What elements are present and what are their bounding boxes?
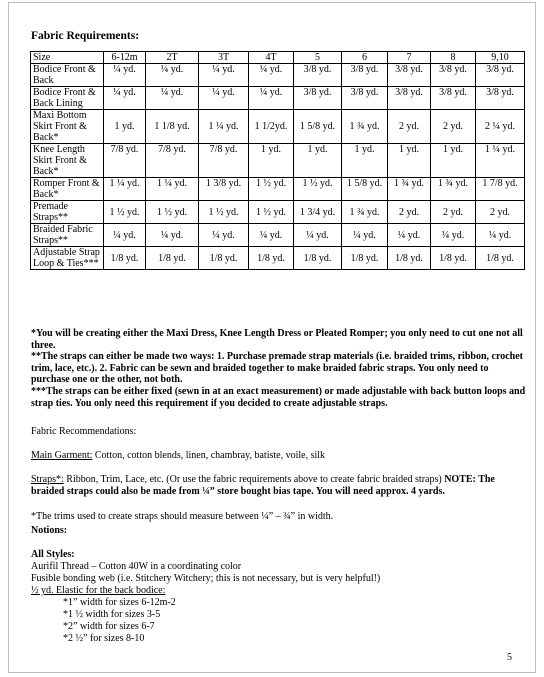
table-header-row xyxy=(31,52,525,64)
straps-line xyxy=(31,474,526,498)
table-cell: ¼ yd. xyxy=(294,224,342,247)
straps-label: Straps*: xyxy=(31,474,64,485)
row-label: Bodice Front & Back xyxy=(31,64,104,87)
table-cell: ¼ yd. xyxy=(104,64,146,87)
table-cell: ¼ yd. xyxy=(199,64,249,87)
footnote-3: ***The straps can be either fixed (sewn in at an exact measurement) or made adjustable with back button loops and strap ties. You only need this requirement if you decided to create adjustable straps. xyxy=(31,385,526,409)
table-cell: 1 ½ yd. xyxy=(104,201,146,224)
table-cell: 1 7/8 yd. xyxy=(476,178,525,201)
thread-line: Aurifil Thread – Cotton 40W in a coordinating color xyxy=(31,561,242,572)
size-column-header: 4T xyxy=(249,52,294,64)
table-cell: 3/8 yd. xyxy=(431,87,476,110)
table-cell: 3/8 yd. xyxy=(342,64,388,87)
table-cell: 2 yd. xyxy=(388,110,431,144)
table-cell: ¼ yd. xyxy=(249,224,294,247)
row-label: Premade Straps** xyxy=(31,201,104,224)
table-cell: 1/8 yd. xyxy=(431,247,476,270)
row-label: Romper Front & Back* xyxy=(31,178,104,201)
main-garment-line xyxy=(31,450,526,462)
notions-heading: Notions: xyxy=(31,525,68,536)
elastic-size-1: *1” width for sizes 6-12m-2 xyxy=(63,597,176,608)
bonding-web-line: Fusible bonding web (i.e. Stitchery Witchery; this is not necessary, but is very helpful!) xyxy=(31,573,381,584)
table-cell: 3/8 yd. xyxy=(294,87,342,110)
table-row xyxy=(31,201,525,224)
table-cell: 3/8 yd. xyxy=(388,87,431,110)
elastic-size-2: *1 ½ width for sizes 3-5 xyxy=(63,609,161,620)
table-cell: 3/8 yd. xyxy=(294,64,342,87)
all-styles-heading: All Styles: xyxy=(31,549,75,560)
table-cell: 1 ½ yd. xyxy=(146,201,199,224)
footnote-2: **The straps can either be made two ways: 1. Purchase premade strap materials (i.e. braided trims, ribbon, crochet trim, lace, etc.). 2. Fabric can be sewn and braided together to make braided fabric straps. You only need to purchase one or the other, not both. xyxy=(31,351,523,386)
table-cell: 7/8 yd. xyxy=(146,144,199,178)
size-column-header: 6-12m xyxy=(104,52,146,64)
table-row xyxy=(31,87,525,110)
table-row xyxy=(31,247,525,270)
row-label: Adjustable Strap Loop & Ties*** xyxy=(31,247,104,270)
main-garment-label: Main Garment: xyxy=(31,450,93,461)
table-cell: ¼ yd. xyxy=(388,224,431,247)
table-row xyxy=(31,144,525,178)
table-cell: 2 ¼ yd. xyxy=(476,110,525,144)
table-cell: 1 ½ yd. xyxy=(294,178,342,201)
size-column-header: 5 xyxy=(294,52,342,64)
table-cell: 1 ½ yd. xyxy=(249,178,294,201)
size-header: Size xyxy=(31,52,104,64)
table-cell: ¼ yd. xyxy=(146,87,199,110)
table-cell: 7/8 yd. xyxy=(199,144,249,178)
table-cell: 1/8 yd. xyxy=(249,247,294,270)
table-cell: 1/8 yd. xyxy=(342,247,388,270)
table-cell: 1 ¾ yd. xyxy=(342,201,388,224)
size-column-header: 7 xyxy=(388,52,431,64)
table-cell: 3/8 yd. xyxy=(476,64,525,87)
table-row xyxy=(31,64,525,87)
table-cell: 1/8 yd. xyxy=(388,247,431,270)
size-column-header: 9,10 xyxy=(476,52,525,64)
table-cell: 2 yd. xyxy=(431,110,476,144)
size-column-header: 8 xyxy=(431,52,476,64)
table-row xyxy=(31,110,525,144)
table-cell: 2 yd. xyxy=(388,201,431,224)
table-cell: 1 1/8 yd. xyxy=(146,110,199,144)
table-cell: 1/8 yd. xyxy=(476,247,525,270)
table-cell: 1 yd. xyxy=(431,144,476,178)
elastic-size-4: *2 ½” for sizes 8-10 xyxy=(63,633,145,644)
table-cell: 1 ½ yd. xyxy=(199,201,249,224)
table-cell: ¼ yd. xyxy=(476,224,525,247)
straps-note: NOTE: The braided straps could also be made from ¼” store bought bias tape. You will need approx. 4 yards. xyxy=(31,474,495,497)
table-cell: 1/8 yd. xyxy=(199,247,249,270)
table-cell: 3/8 yd. xyxy=(388,64,431,87)
table-cell: 7/8 yd. xyxy=(104,144,146,178)
table-cell: 1/8 yd. xyxy=(146,247,199,270)
all-styles-section xyxy=(31,549,526,645)
table-cell: ¼ yd. xyxy=(249,87,294,110)
table-cell: ¼ yd. xyxy=(249,64,294,87)
elastic-heading: ½ yd. Elastic for the back bodice: xyxy=(31,585,166,596)
table-cell: 1 ¼ yd. xyxy=(104,178,146,201)
table-cell: 2 yd. xyxy=(476,201,525,224)
size-column-header: 3T xyxy=(199,52,249,64)
table-row xyxy=(31,224,525,247)
table-cell: 2 yd. xyxy=(431,201,476,224)
table-cell: ¼ yd. xyxy=(146,224,199,247)
table-cell: 1 ¾ yd. xyxy=(431,178,476,201)
table-cell: 1 ¼ yd. xyxy=(146,178,199,201)
table-cell: 1 ¼ yd. xyxy=(199,110,249,144)
size-column-header: 6 xyxy=(342,52,388,64)
row-label: Knee Length Skirt Front & Back* xyxy=(31,144,104,178)
table-cell: 1 ½ yd. xyxy=(249,201,294,224)
table-cell: 3/8 yd. xyxy=(342,87,388,110)
row-label: Braided Fabric Straps** xyxy=(31,224,104,247)
main-garment-text: Cotton, cotton blends, linen, chambray, batiste, voile, silk xyxy=(92,450,326,461)
table-cell: 1 yd. xyxy=(249,144,294,178)
table-cell: 1 3/8 yd. xyxy=(199,178,249,201)
page-number: 5 xyxy=(507,652,512,663)
fabric-recommendations-heading: Fabric Recommendations: xyxy=(31,426,137,437)
fabric-requirements-heading: Fabric Requirements: xyxy=(31,30,140,42)
table-row xyxy=(31,178,525,201)
table-cell: ¼ yd. xyxy=(104,87,146,110)
table-cell: 3/8 yd. xyxy=(431,64,476,87)
table-cell: 1 1/2yd. xyxy=(249,110,294,144)
table-cell: 1 ¾ yd. xyxy=(388,178,431,201)
table-cell: ¼ yd. xyxy=(104,224,146,247)
table-cell: 1 ¼ yd. xyxy=(476,144,525,178)
table-cell: 1/8 yd. xyxy=(104,247,146,270)
footnotes xyxy=(31,328,526,409)
table-cell: 1/8 yd. xyxy=(294,247,342,270)
table-cell: ¼ yd. xyxy=(342,224,388,247)
table-cell: ¼ yd. xyxy=(199,87,249,110)
table-cell: 1 yd. xyxy=(388,144,431,178)
table-cell: 1 yd. xyxy=(104,110,146,144)
fabric-requirements-table xyxy=(30,51,525,270)
size-column-header: 2T xyxy=(146,52,199,64)
table-cell: ¼ yd. xyxy=(199,224,249,247)
table-cell: 1 yd. xyxy=(342,144,388,178)
table-cell: 1 ¾ yd. xyxy=(342,110,388,144)
footnote-1: *You will be creating either the Maxi Dress, Knee Length Dress or Pleated Romper; you only need to cut one not all three. xyxy=(31,328,523,351)
table-cell: 1 5/8 yd. xyxy=(342,178,388,201)
table-cell: ¼ yd. xyxy=(431,224,476,247)
trims-note: *The trims used to create straps should measure between ¼” – ¾” in width. xyxy=(31,511,334,522)
straps-text: Ribbon, Trim, Lace, etc. (Or use the fabric requirements above to create fabric braided straps) xyxy=(63,474,445,485)
table-cell: ¼ yd. xyxy=(146,64,199,87)
table-cell: 1 5/8 yd. xyxy=(294,110,342,144)
elastic-size-3: *2” width for sizes 6-7 xyxy=(63,621,155,632)
table-cell: 1 3/4 yd. xyxy=(294,201,342,224)
row-label: Bodice Front & Back Lining xyxy=(31,87,104,110)
row-label: Maxi Bottom Skirt Front & Back* xyxy=(31,110,104,144)
table-cell: 3/8 yd. xyxy=(476,87,525,110)
table-cell: 1 yd. xyxy=(294,144,342,178)
